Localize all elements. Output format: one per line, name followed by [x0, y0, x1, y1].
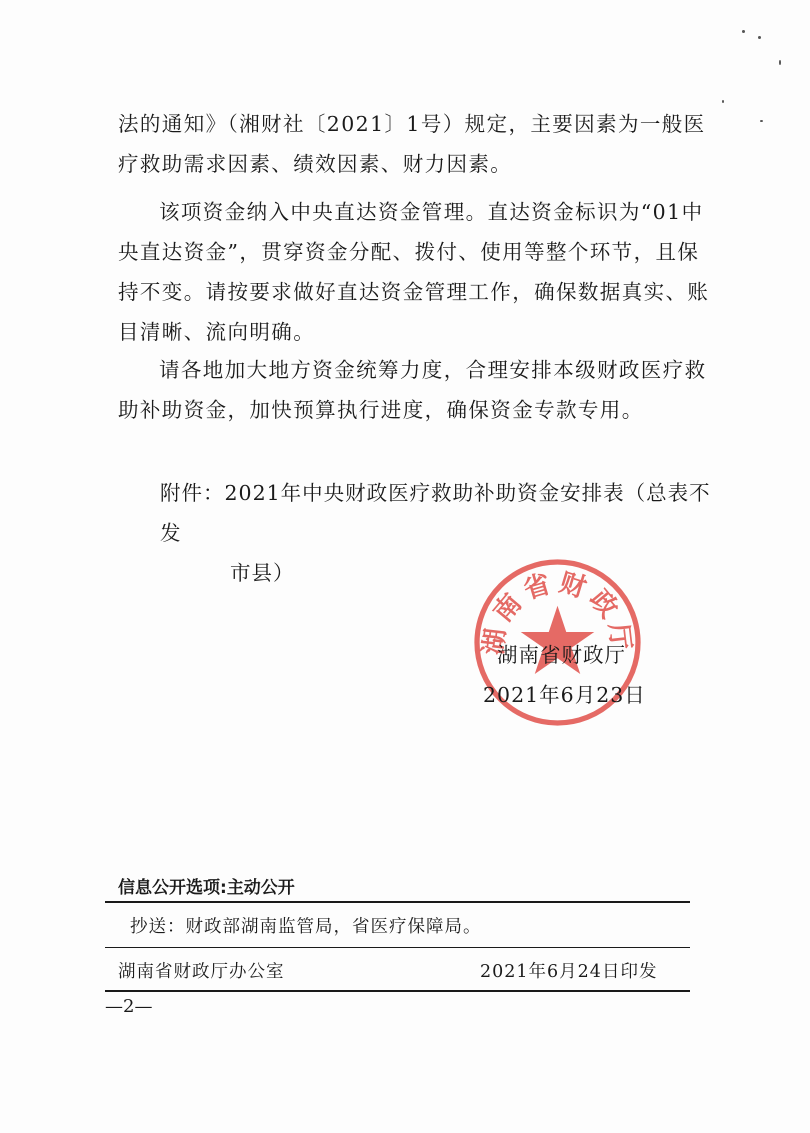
divider-bottom — [105, 990, 690, 992]
disclosure-value: 主动公开 — [226, 878, 295, 898]
scan-speck — [779, 60, 781, 65]
copy-to: 抄送：财政部湖南监管局，省医疗保障局。 — [130, 917, 482, 937]
scan-speck — [758, 36, 761, 39]
body-paragraph-2: 该项资金纳入中央直达资金管理。直达资金标识为“01中央直达资金”，贯穿资金分配、拨付、使用等整个环节，且保持不变。请按要求做好直达资金管理工作，确保数据真实、账目清晰、流向明确。 — [118, 200, 710, 344]
scan-speck — [722, 100, 724, 103]
attachment-label: 附件： — [160, 481, 225, 505]
disclosure-option: 信息公开选项:主动公开 — [118, 878, 295, 898]
attachment-title[interactable]: 2021年中央财政医疗救助补助资金安排表（总表不发 — [160, 481, 711, 545]
issuing-office: 湖南省财政厅办公室 — [118, 962, 285, 982]
scan-speck — [760, 120, 763, 122]
page-number: —2— — [105, 996, 153, 1017]
disclosure-label: 信息公开选项 — [118, 878, 220, 898]
signature-date: 2021年6月23日 — [483, 683, 646, 707]
divider-top — [105, 901, 690, 903]
scan-speck — [742, 30, 745, 33]
print-date: 2021年6月24日印发 — [480, 962, 658, 982]
seal-text: 湖南省财政厅 — [478, 567, 637, 657]
body-paragraph-1: 法的通知》（湘财社〔2021〕1号）规定，主要因素为一般医疗救助需求因素、绩效因素、财力因素。 — [118, 112, 706, 176]
attachment-title-continued: 市县） — [230, 561, 295, 585]
signature-org: 湖南省财政厅 — [497, 643, 626, 667]
divider-middle — [105, 947, 690, 948]
body-paragraph-3: 请各地加大地方资金统筹力度，合理安排本级财政医疗救助补助资金，加快预算执行进度，确保资金专款专用。 — [118, 358, 707, 422]
